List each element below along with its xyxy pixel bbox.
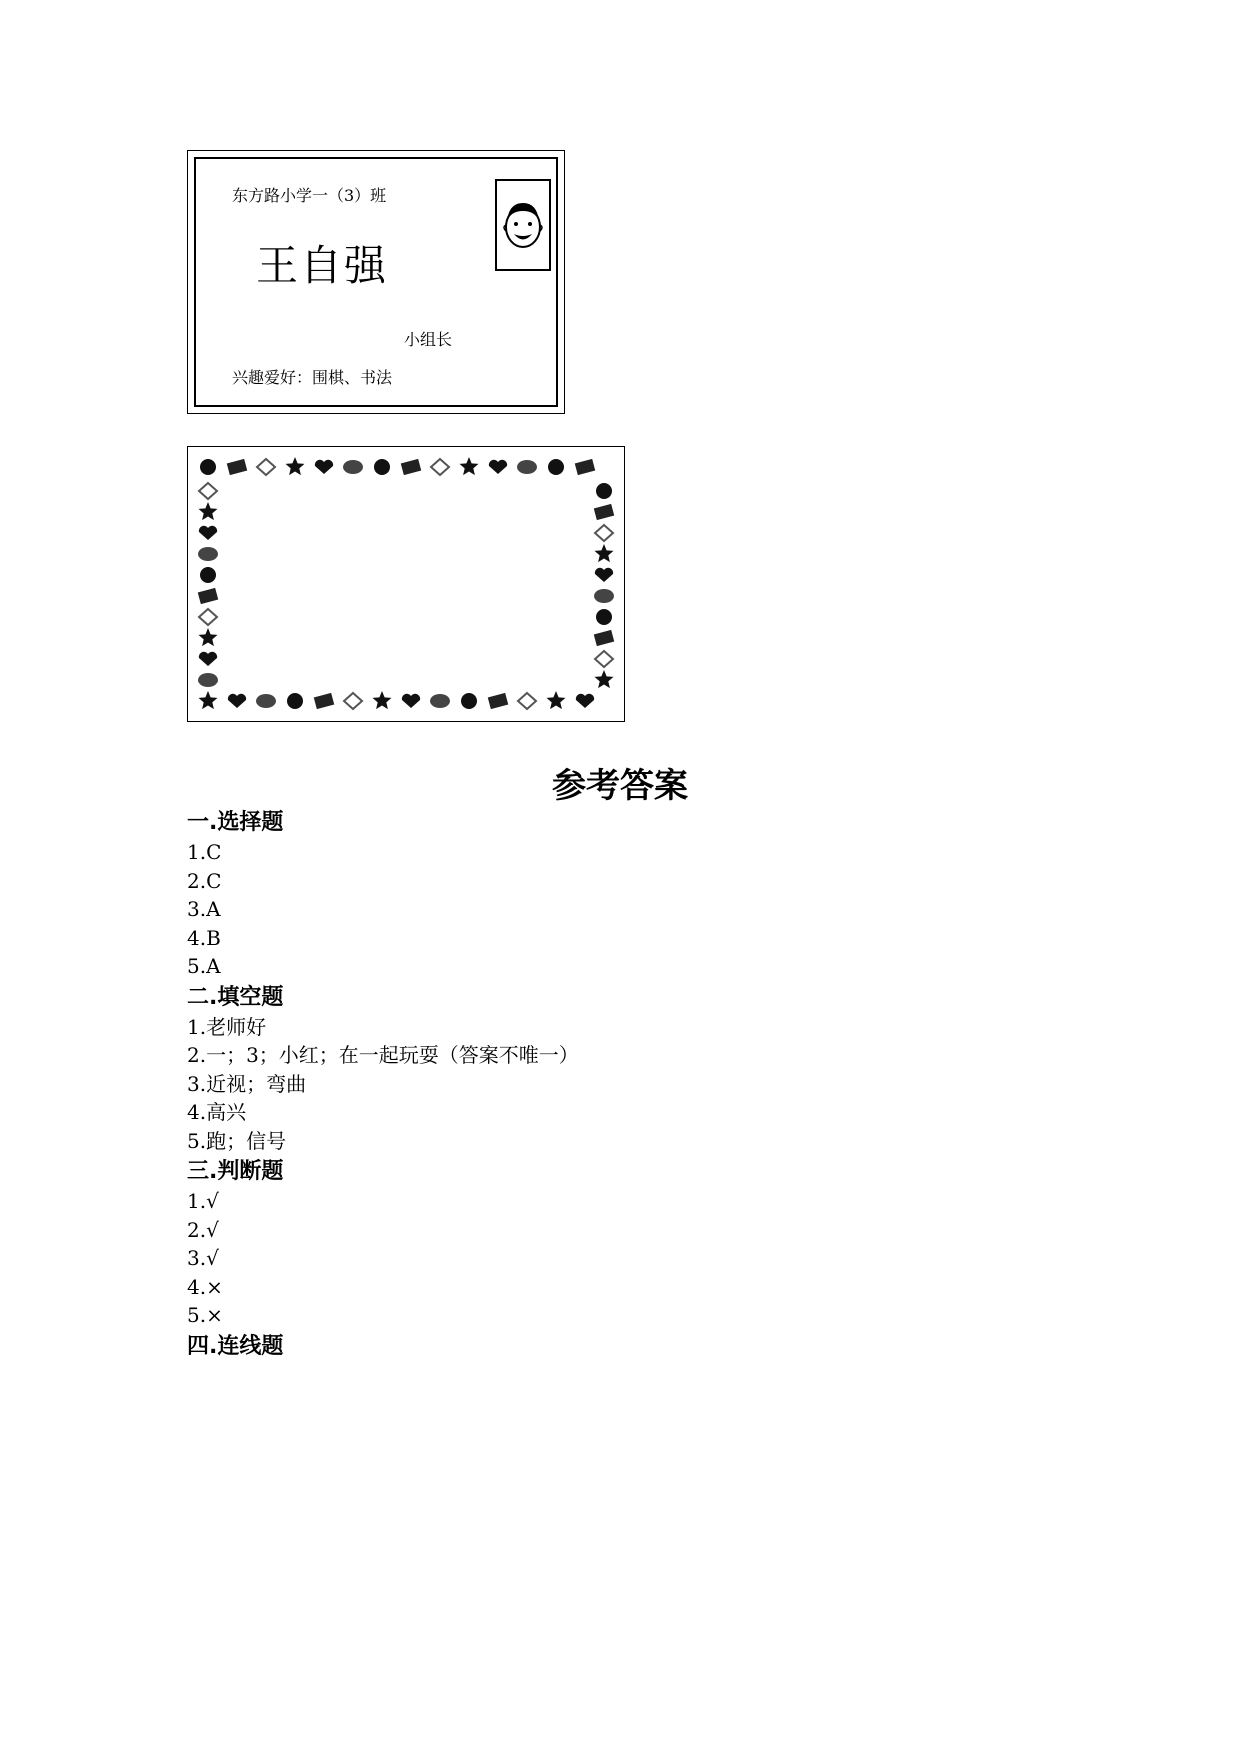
name-card-inner-border [194,157,558,407]
decorative-heart-icon [489,460,507,474]
decorative-border-shapes [188,447,624,721]
answer-line: 1.C [187,840,222,864]
decorative-circle-icon [461,693,477,709]
decorative-rect-icon [227,459,247,475]
decorative-rect-icon [314,693,334,709]
decorative-heart-icon [595,568,613,582]
decorative-diamond-icon [199,483,217,499]
answer-line: 2.C [187,868,222,893]
section-heading: 一.选择题 [187,810,284,835]
decorative-oval-icon [594,589,614,603]
decorative-diamond-icon [431,459,449,475]
cartoon-face-icon [497,181,549,269]
decorative-circle-icon [200,459,216,475]
decorative-star-icon [199,691,218,709]
decorative-star-icon [199,502,218,520]
answer-line: 2.一；3；小红；在一起玩耍（答案不唯一） [187,1043,579,1067]
answer-line: 3.近视；弯曲 [187,1071,307,1096]
answer-line: 3.√ [187,1246,219,1270]
decorative-rect-icon [594,630,614,646]
decorative-frame-image [187,446,625,722]
decorative-rect-icon [575,459,595,475]
decorative-diamond-icon [595,525,613,541]
decorative-diamond-icon [344,693,362,709]
decorative-heart-icon [199,526,217,540]
decorative-star-icon [286,457,305,475]
name-card-school-class: 东方路小学一（3）班 [232,186,387,205]
decorative-circle-icon [374,459,390,475]
answer-section-true-false [187,1156,579,1330]
decorative-oval-icon [256,694,276,708]
decorative-oval-icon [198,673,218,687]
decorative-oval-icon [343,460,363,474]
decorative-circle-icon [596,483,612,499]
decorative-diamond-icon [595,651,613,667]
decorative-heart-icon [228,694,246,708]
name-card-image [187,150,565,414]
answer-line: 1.√ [187,1189,219,1213]
decorative-star-icon [373,691,392,709]
name-card-role: 小组长 [404,330,453,349]
decorative-rect-icon [401,459,421,475]
answer-line: 4.B [187,925,221,950]
answer-section-choice [187,807,579,981]
decorative-circle-icon [548,459,564,475]
name-card-photo-frame [495,179,551,271]
answer-line: 5.跑；信号 [187,1128,287,1153]
decorative-circle-icon [287,693,303,709]
decorative-rect-icon [198,588,218,604]
decorative-diamond-icon [518,693,536,709]
section-heading: 三.判断题 [187,1159,284,1184]
decorative-diamond-icon [257,459,275,475]
decorative-oval-icon [198,547,218,561]
name-card-name: 王自强 [256,241,389,290]
answer-line: 4.× [187,1274,223,1299]
decorative-heart-icon [199,652,217,666]
answer-key-title: 参考答案 [552,766,688,806]
section-heading: 四.连线题 [187,1333,284,1359]
decorative-star-icon [460,457,479,475]
answer-line: 2.√ [187,1217,219,1242]
decorative-star-icon [547,691,566,709]
answer-section-fill-in [187,982,579,1156]
decorative-rect-icon [488,693,508,709]
answer-line: 3.A [187,897,221,921]
decorative-circle-icon [200,567,216,583]
decorative-heart-icon [576,694,594,708]
answer-section-matching [187,1331,579,1362]
name-card-hobbies: 兴趣爱好：围棋、书法 [232,368,393,387]
section-heading: 二.填空题 [187,984,284,1010]
decorative-oval-icon [517,460,537,474]
answer-line: 5.A [187,954,221,978]
decorative-oval-icon [430,694,450,708]
answer-line: 1.老师好 [187,1014,267,1039]
answer-key-body [187,806,579,1362]
decorative-diamond-icon [199,609,217,625]
decorative-heart-icon [315,460,333,474]
decorative-star-icon [595,544,614,562]
decorative-circle-icon [596,609,612,625]
answer-line: 5.× [187,1303,223,1327]
decorative-rect-icon [594,504,614,520]
decorative-star-icon [199,628,218,646]
answer-line: 4.高兴 [187,1100,247,1124]
decorative-star-icon [595,670,614,688]
decorative-heart-icon [402,694,420,708]
